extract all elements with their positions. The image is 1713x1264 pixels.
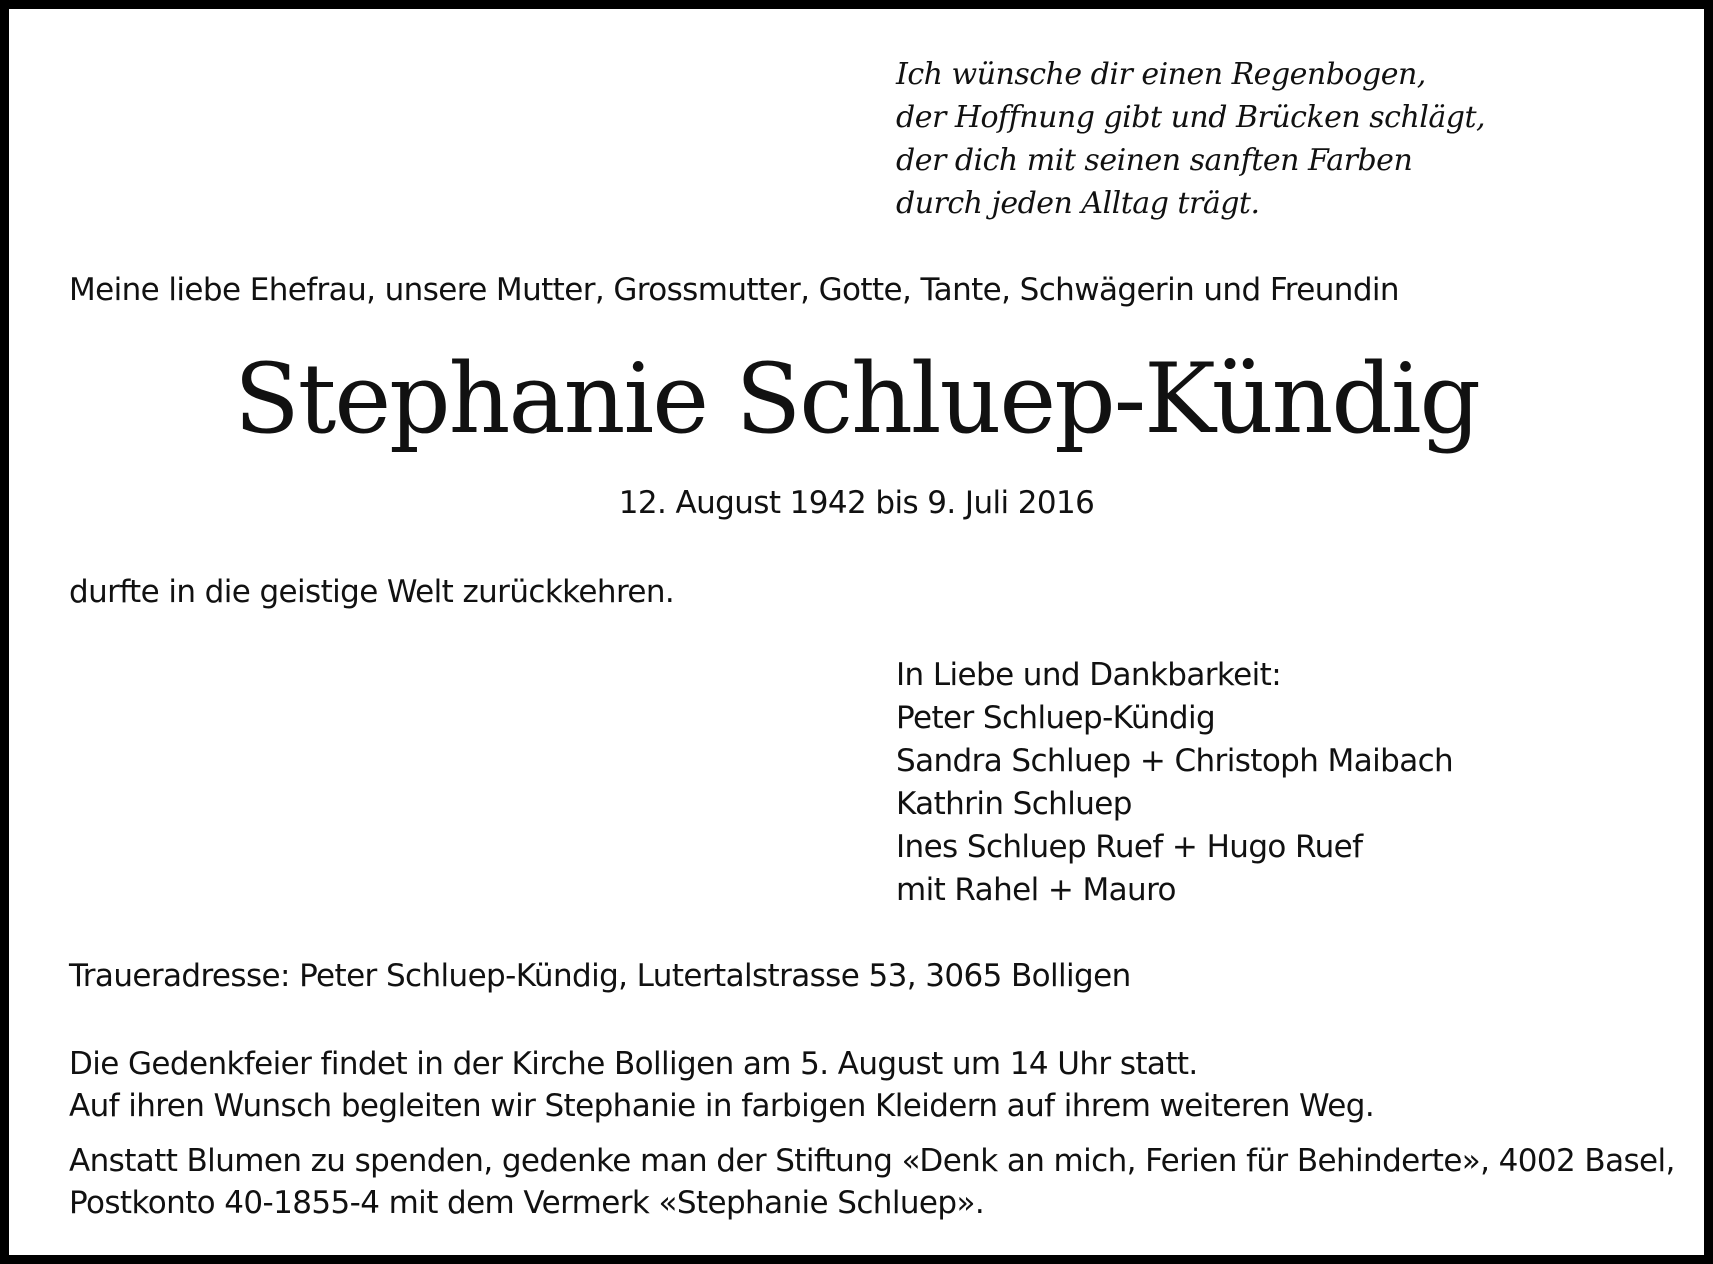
intro-text: Meine liebe Ehefrau, unsere Mutter, Grossmutter, Gotte, Tante, Schwägerin und Freundin	[69, 272, 1399, 308]
donation-line: Anstatt Blumen zu spenden, gedenke man der Stiftung «Denk an mich, Ferien für Behinderte», 4002 Basel,	[69, 1143, 1675, 1179]
poem-line: der dich mit seinen sanften Farben	[896, 143, 1413, 178]
mourner-name: Kathrin Schluep	[896, 786, 1132, 822]
poem-line: Ich wünsche dir einen Regenbogen,	[896, 57, 1426, 92]
ceremony-line: Die Gedenkfeier findet in der Kirche Bolligen am 5. August um 14 Uhr statt.	[69, 1046, 1198, 1082]
ceremony-line: Auf ihren Wunsch begleiten wir Stephanie in farbigen Kleidern auf ihrem weiteren Weg.	[69, 1088, 1375, 1124]
mourner-name: mit Rahel + Mauro	[896, 872, 1176, 908]
poem-line: der Hoffnung gibt und Brücken schlägt,	[896, 100, 1486, 135]
returned-text: durfte in die geistige Welt zurückkehren.	[69, 574, 675, 610]
poem-line: durch jeden Alltag trägt.	[896, 186, 1260, 221]
mourner-name: Peter Schluep-Kündig	[896, 700, 1216, 736]
deceased-name: Stephanie Schluep-Kündig	[234, 343, 1479, 455]
mourners-heading: In Liebe und Dankbarkeit:	[896, 657, 1282, 693]
mourner-name: Sandra Schluep + Christoph Maibach	[896, 743, 1454, 779]
donation-line: Postkonto 40-1855-4 mit dem Vermerk «Stephanie Schluep».	[69, 1185, 985, 1221]
mourner-name: Ines Schluep Ruef + Hugo Ruef	[896, 829, 1363, 865]
mourners-list	[896, 654, 1676, 912]
donation-text	[69, 1140, 1689, 1224]
memorial-ceremony-text	[69, 1043, 1689, 1127]
poem-verse	[896, 53, 1676, 225]
life-dates: 12. August 1942 bis 9. Juli 2016	[618, 485, 1095, 521]
mourning-address: Traueradresse: Peter Schluep-Kündig, Lutertalstrasse 53, 3065 Bolligen	[69, 958, 1131, 994]
